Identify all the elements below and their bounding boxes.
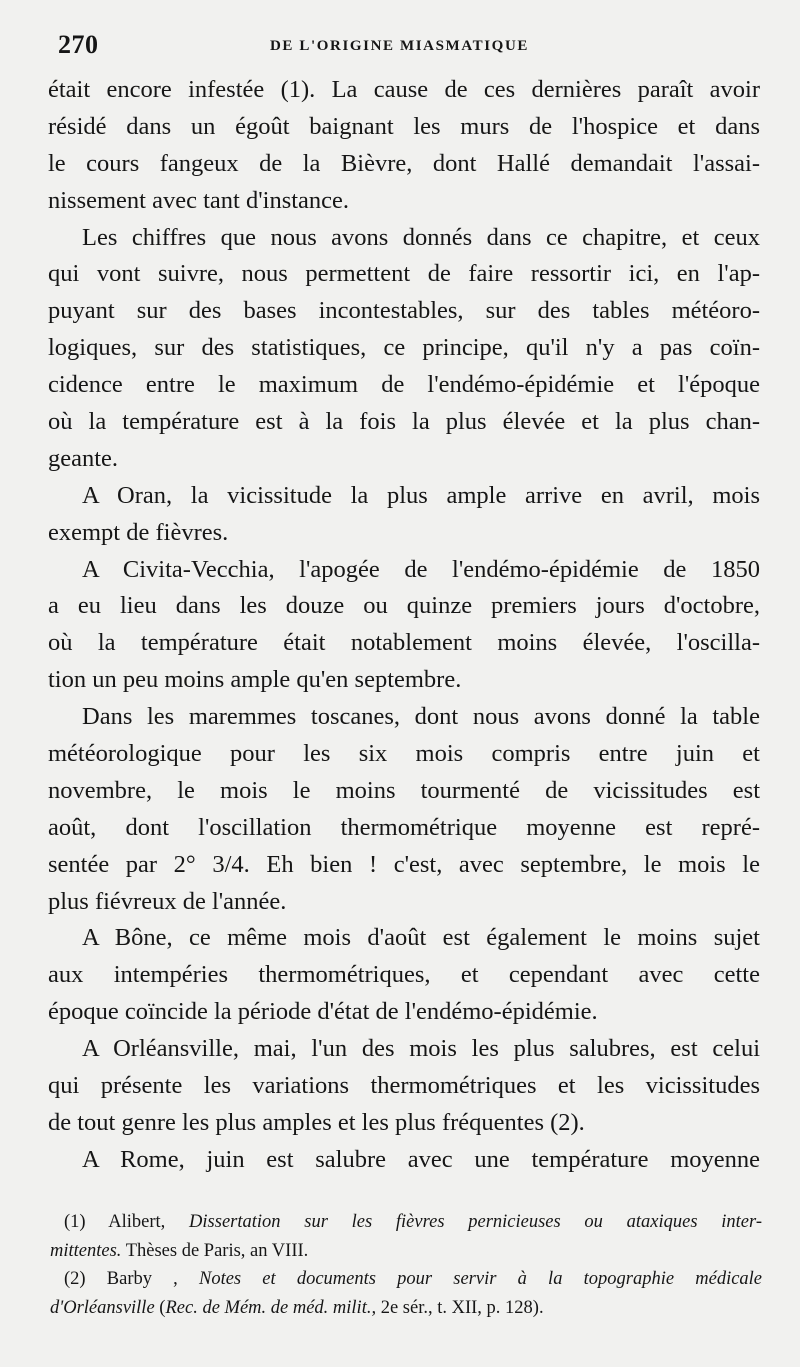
text-line: A Civita-Vecchia, l'apogée de l'endémo-épidémie de 1850 xyxy=(82,555,760,583)
footnote-2-place: d'Orléansville xyxy=(50,1297,155,1318)
text-line: cidence entre le maximum de l'endémo-épidémie et l'époque xyxy=(48,371,760,399)
footnote-1-author: Alibert, xyxy=(108,1212,166,1232)
text-line: qui vont suivre, nous permettent de faire ressortir ici, en l'ap- xyxy=(48,260,760,288)
text-line: puyant sur des bases incontestables, sur des tables météoro- xyxy=(48,297,760,325)
body-text xyxy=(48,72,760,1179)
text-line: A Rome, juin est salubre avec une température moyenne xyxy=(82,1145,760,1173)
running-head xyxy=(58,30,758,66)
text-line: geante. xyxy=(48,444,119,472)
text-line: A Oran, la vicissitude la plus ample arrive en avril, mois xyxy=(82,481,760,509)
text-line: le cours fangeux de la Bièvre, dont Hallé demandait l'assai- xyxy=(48,149,760,177)
text-line: de tout genre les plus amples et les plus fréquentes (2). xyxy=(48,1108,585,1136)
text-line: époque coïncide la période d'état de l'endémo-épidémie. xyxy=(48,998,598,1026)
footnote-1-cont xyxy=(50,1237,762,1266)
footnote-2-cont xyxy=(50,1294,762,1323)
text-line: était encore infestée (1). La cause de ces dernières paraît avoir xyxy=(48,76,760,103)
footnote-1 xyxy=(50,1208,762,1237)
text-line: qui présente les variations thermométriques et les vicissitudes xyxy=(48,1072,760,1100)
text-line: résidé dans un égoût baignant les murs de l'hospice et dans xyxy=(48,112,760,140)
text-line: tion un peu moins ample qu'en septembre. xyxy=(48,666,462,694)
text-line: A Orléansville, mai, l'un des mois les plus salubres, est celui xyxy=(82,1035,760,1063)
footnote-1-source: Thèses de Paris, an VIII. xyxy=(125,1240,309,1261)
footnotes xyxy=(50,1208,762,1322)
running-title: DE L'ORIGINE MIASMATIQUE xyxy=(270,38,529,54)
text-line: août, dont l'oscillation thermométrique moyenne est repré- xyxy=(48,813,760,841)
text-line: Les chiffres que nous avons donnés dans ce chapitre, et ceux xyxy=(82,223,760,251)
footnote-1-number: (1) xyxy=(64,1212,86,1232)
footnote-2-title: Notes et documents pour servir à la topographie médicale xyxy=(198,1269,762,1289)
page-number: 270 xyxy=(58,30,99,59)
text-line: A Bône, ce même mois d'août est également le moins sujet xyxy=(82,924,760,952)
text-line: sentée par 2° 3/4. Eh bien ! c'est, avec septembre, le mois le xyxy=(48,850,760,878)
text-line: où la température était notablement moins élevée, l'oscilla- xyxy=(48,629,760,657)
text-line: novembre, le mois le moins tourmenté de vicissitudes est xyxy=(48,776,760,804)
text-line: logiques, sur des statistiques, ce principe, qu'il n'y a pas coïn- xyxy=(48,334,760,362)
footnote-2-paren: ( xyxy=(159,1297,166,1318)
text-line: où la température est à la fois la plus élevée et la plus chan- xyxy=(48,408,760,436)
footnote-2-ref-title: Rec. de Mém. de méd. milit., xyxy=(165,1297,377,1318)
footnote-2 xyxy=(50,1265,762,1294)
footnote-1-title: Dissertation sur les fièvres pernicieuses ou ataxiques inter- xyxy=(189,1212,762,1232)
text-line: nissement avec tant d'instance. xyxy=(48,186,350,214)
text-line: Dans les maremmes toscanes, dont nous avons donné la table xyxy=(82,703,760,731)
footnote-2-ref-rest: 2e sér., t. XII, p. 128). xyxy=(380,1297,544,1318)
text-line: a eu lieu dans les douze ou quinze premiers jours d'octobre, xyxy=(48,592,760,620)
text-line: aux intempéries thermométriques, et cependant avec cette xyxy=(48,961,760,989)
footnote-2-author: Barby , xyxy=(106,1269,178,1289)
footnote-1-title-end: mittentes. xyxy=(50,1240,122,1261)
text-line: exempt de fièvres. xyxy=(48,518,229,546)
text-line: météorologique pour les six mois compris entre juin et xyxy=(48,740,760,768)
text-line: plus fiévreux de l'année. xyxy=(48,887,287,915)
footnote-2-number: (2) xyxy=(64,1269,86,1289)
